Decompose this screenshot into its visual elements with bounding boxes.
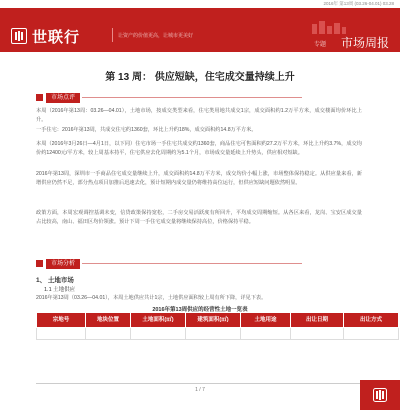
bullet-square-icon: [36, 94, 43, 101]
summary-paragraph: 本周（2016年3月26日—4月1日，以下同）住宅市场一手住宅共成交约1360套，商品住宅可售面积约27.2万平方米，环比上升约3.7%，成交均价约12400元/平方米，较上周基本持平，住宅供应去化周期约为5.1个月，市场成交量延续上升势头，供应相对短缺。: [36, 141, 362, 156]
summary-paragraph: 政策方面，本周宏观调控基调未变，信贷政策保持宽松，二手房交易活跃度有所回升，平均成交周期缩短。从各区来看，龙岗、宝安区成交量占比较高，南山、福田区均价领涨。预计下周一手住宅成交量将继续保持高位，价格保持平稳。: [36, 210, 362, 225]
report-period-text: 2016年 第13周 (03.26-04.01) 03.28: [323, 1, 394, 6]
logo-icon: [373, 388, 387, 402]
section-header-analysis: [36, 258, 302, 269]
summary-paragraph: 本周（2016年第13周：03.26—04.01），土地市场，按成交类型来看，住宅类用地共成交1宗，成交面积约1.2万平方米，成交楼面均价环比上升。: [36, 108, 362, 123]
land-supply-table: [36, 312, 399, 340]
table-caption: 2016年第13周供应的经营性土地一览表: [152, 307, 248, 313]
table-header-cell: 出让方式: [344, 313, 399, 328]
footer-brand-block: [360, 380, 400, 410]
brand-slogan: 让资产的价值更高，让城市更美好: [118, 33, 194, 39]
summary-paragraph: 2016年第13周，深圳市一手商品住宅成交量继续上升，成交面积约14.8万平方米，成交均价小幅上涨，市场整体保持稳定。从供应量来看，新增供应仍然不足，部分热点项目加推后迅速去化，预计短期内成交量仍将维持高位运行，但供应短缺问题依然明显。: [36, 171, 362, 186]
subheading-land-market: 1、 土地市场: [36, 277, 74, 284]
table-header-cell: 宗地号: [37, 313, 86, 328]
table-cell: [291, 328, 344, 340]
analysis-paragraph: 2016年第13周（03.26—04.01），本周土地供应共计1宗，土地供应面积较上周有所下降，详见下表。: [36, 295, 267, 301]
section-header-summary: [36, 92, 302, 103]
logo-icon: [11, 28, 27, 44]
section-rule: [82, 263, 302, 264]
bullet-square-icon: [36, 260, 43, 267]
table-cell: [37, 328, 86, 340]
section-label: 市场分析: [46, 259, 80, 269]
brand-name: 世联行: [32, 28, 81, 46]
section-label: 市场点评: [46, 93, 80, 103]
table-header-cell: 建筑面积(㎡): [186, 313, 241, 328]
report-name: 市场周报: [340, 36, 389, 50]
header-topline: [0, 0, 400, 7]
table-cell: [241, 328, 291, 340]
footer-rule: [36, 383, 364, 384]
subheading-land-supply: 1.1 土地供应: [44, 287, 76, 293]
page-number: 1 / 7: [195, 387, 205, 393]
table-header-cell: 出让日期: [291, 313, 344, 328]
section-rule: [82, 97, 302, 98]
document-title: 第 13 周： 供应短缺，住宅成交量持续上升: [105, 72, 295, 83]
table-header-cell: 地块位置: [86, 313, 131, 328]
header-banner: [0, 8, 400, 52]
table-header-row: [37, 313, 399, 328]
table-header-cell: 土地面积(㎡): [131, 313, 186, 328]
table-cell: [344, 328, 399, 340]
table-row: [37, 328, 399, 340]
table-cell: [186, 328, 241, 340]
summary-paragraph: 一手住宅：2016年第13周，共成交住宅约1360套，环比上升约18%，成交面积约14.8万平方米。: [36, 127, 257, 133]
table-cell: [131, 328, 186, 340]
table-header-cell: 土地用途: [241, 313, 291, 328]
table-cell: [86, 328, 131, 340]
building-silhouette-icon: [310, 20, 348, 34]
header-divider: [112, 28, 113, 42]
section-tag: 专题: [313, 42, 326, 48]
